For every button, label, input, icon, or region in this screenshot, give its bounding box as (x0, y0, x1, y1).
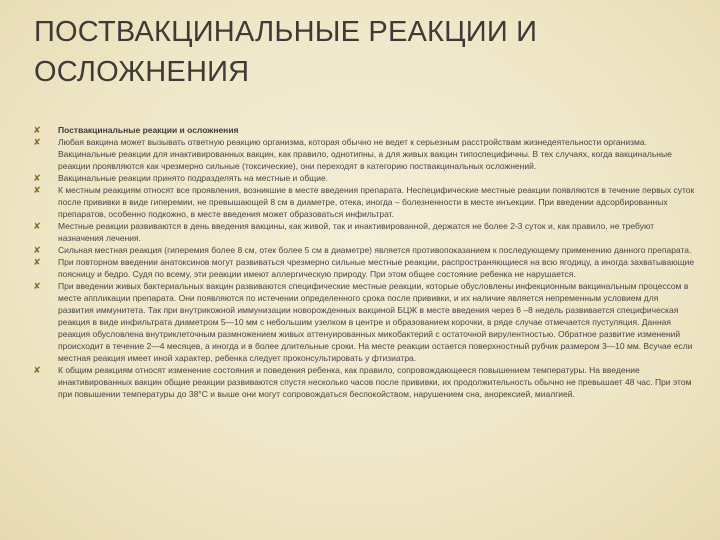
slide-title-line-1: ПОСТВАКЦИНАЛЬНЫЕ РЕАКЦИИ И (34, 16, 538, 48)
list-item (32, 136, 696, 172)
list-item-text: К общим реакциям относят изменение состояния и поведения ребенка, как правило, сопровождающееся повышением температуры. На введение инактивированных вакцин общие реакции развиваются спустя несколько часов после прививки, их продолжительность обычно не превышает 48 час. При этом при повышении температуры до 38°С и выше они могут сопровождаться беспокойством, нарушением сна, анорексией, миалгией. (58, 365, 692, 399)
slide-title-line-2: ОСЛОЖНЕНИЯ (34, 56, 250, 88)
bullet-x-icon: ✘ (33, 173, 41, 183)
list-item-text: Сильная местная реакция (гиперемия более 8 см, отек более 5 см в диаметре) является противопоказанием к последующему применению данного препарата. (58, 245, 692, 255)
list-item-text: При повторном введении анатоксинов могут развиваться чрезмерно сильные местные реакции, распространяющиеся на всю ягодицу, а иногда захватывающие поясницу и бедро. Судя по всему, эти реакции имеют аллергическую природу. При этом общее состояние ребенка не нарушается. (58, 257, 695, 279)
bullet-x-icon: ✘ (33, 221, 41, 231)
bullet-x-icon: ✘ (33, 365, 41, 375)
list-item-text: К местным реакциям относят все проявления, возникшие в месте введения препарата. Неспецифические местные реакции появляются в течение первых суток после прививки в виде гиперемии, не превышающей 8 см в диаметре, отека, иногда – болезненности в месте инъекции. При введении адсорбированных препаратов, особенно подкожно, в месте введения может образоваться инфильтрат. (58, 185, 695, 219)
list-item-text: Вакцинальные реакции принято подразделять на местные и общие. (58, 173, 329, 183)
bullet-list (32, 124, 696, 400)
list-item (32, 256, 696, 280)
list-item-text: При введении живых бактериальных вакцин развиваются специфические местные реакции, которые обусловлены инфекционным вакцинальным процессом в месте аппликации препарата. Они появляются по истечении определенного срока после прививки, и их наличие является непременным условием для развития иммунитета. Так при внутрикожной иммунизации новорожденных вакциной БЦЖ в месте введения через 6 –8 недель развивается специфическая реакция в виде инфильтрата диаметром 5—10 мм с небольшим узелком в центре и образованием корочки, в ряде случае отмечается пустуляция. Данная реакция обусловлена внутриклеточным размножением живых аттенуированных микобактерий с остаточной вирулентностью. Обратное развитие изменений происходит в течение 2—4 месяцев, а иногда и в более длительные сроки. На месте реакции остается поверхностный рубчик размером 3—10 мм. Всучае если местная реакция имеет иной характер, ребенка следует проконсультировать у фтизиатра. (58, 281, 693, 363)
list-item (32, 220, 696, 244)
bullet-x-icon: ✘ (33, 245, 41, 255)
slide-title (34, 12, 694, 92)
list-item (32, 244, 696, 256)
list-item-text: Поствакцинальные реакции и осложнения (58, 125, 239, 135)
bullet-x-icon: ✘ (33, 281, 41, 291)
list-item (32, 364, 696, 400)
bullet-x-icon: ✘ (33, 125, 41, 135)
list-item-text: Местные реакции развиваются в день введения вакцины, как живой, так и инактивированной, держатся не более 2-3 суток и, как правило, не требуют назначения лечения. (58, 221, 655, 243)
bullet-x-icon: ✘ (33, 257, 41, 267)
list-item (32, 124, 696, 136)
bullet-x-icon: ✘ (33, 137, 41, 147)
list-item-text: Любая вакцина может вызывать ответную реакцию организма, которая обычно не ведет к серьезным расстройствам жизнедеятельности организма. Вакцинальные реакции для инактивированных вакцин, как правило, однотипны, а для живых вакцин типоспецифичны. В тех случаях, когда вакцинальные реакции проявляются как чрезмерно сильные (токсические), они переходят в категорию поствакцинальных осложнений. (58, 137, 672, 171)
bullet-x-icon: ✘ (33, 185, 41, 195)
list-item (32, 172, 696, 184)
list-item (32, 280, 696, 364)
list-item (32, 184, 696, 220)
